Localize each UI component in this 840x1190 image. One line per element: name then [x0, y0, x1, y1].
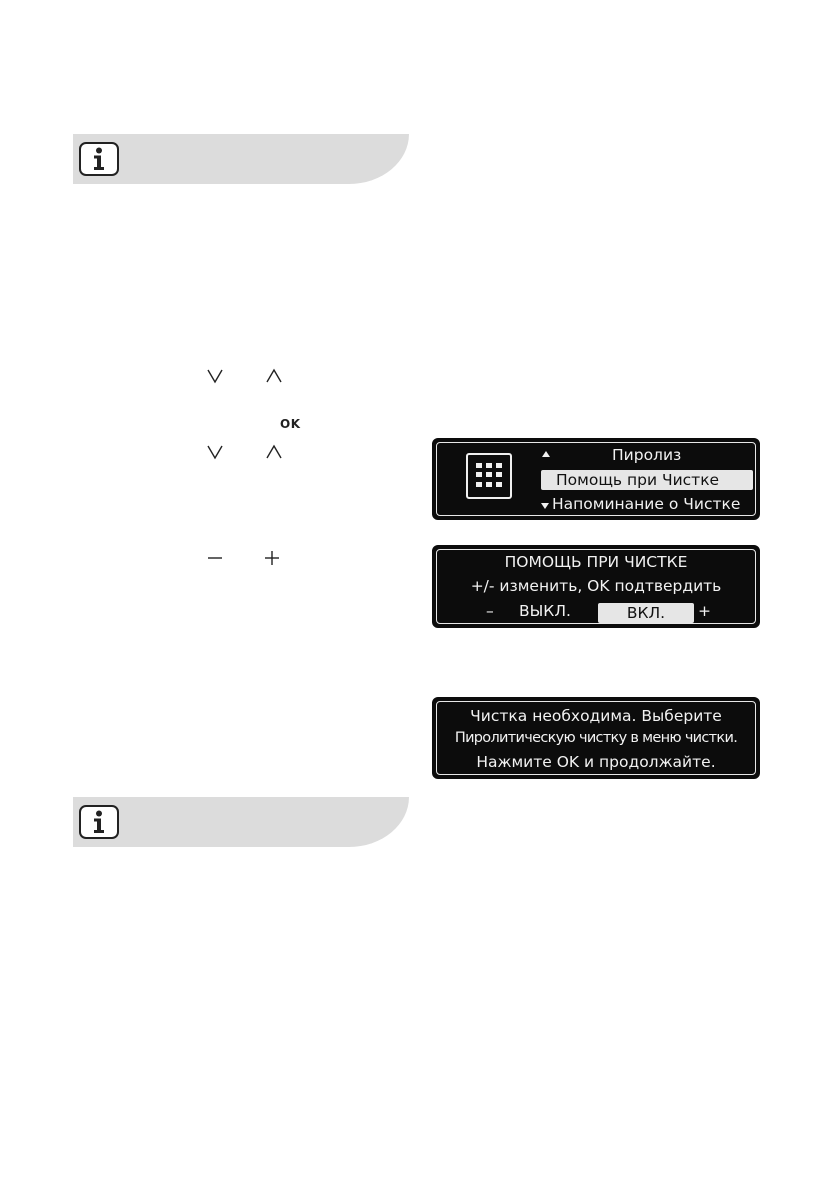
setting-on-option: ВКЛ. — [598, 603, 694, 623]
menu-item-cleaning-help: Помощь при Чистке — [541, 470, 753, 490]
chevron-up-icon — [265, 367, 283, 385]
setting-instruction: +/- изменить, OK подтвердить — [470, 577, 722, 595]
info-icon — [79, 805, 119, 839]
chevron-up-icon — [265, 443, 283, 461]
chevron-down-icon — [206, 443, 224, 461]
info-note-bar — [73, 797, 409, 847]
triangle-down-icon — [541, 503, 549, 509]
setting-plus: + — [698, 602, 711, 620]
setting-off-option: ВЫКЛ. — [519, 602, 571, 620]
chevron-down-icon — [206, 367, 224, 385]
setting-title: ПОМОЩЬ ПРИ ЧИСТКЕ — [504, 553, 688, 571]
grid-menu-icon — [466, 453, 512, 499]
menu-display — [432, 438, 760, 520]
minus-icon — [206, 550, 224, 566]
message-line-1: Чистка необходима. Выберите — [470, 707, 722, 725]
setting-display — [432, 545, 760, 628]
plus-icon — [263, 549, 281, 567]
message-line-3: Нажмите OK и продолжайте. — [476, 753, 716, 771]
info-note-bar — [73, 134, 409, 184]
message-display — [432, 697, 760, 779]
info-icon — [79, 142, 119, 176]
setting-minus: – — [486, 602, 494, 620]
ok-key-label: OK — [280, 417, 301, 431]
triangle-up-icon — [542, 451, 550, 457]
menu-item-pyrolysis: Пиролиз — [612, 446, 682, 464]
menu-item-cleaning-reminder: Напоминание о Чистке — [552, 495, 741, 513]
message-line-2: Пиролитическую чистку в меню чистки. — [454, 730, 738, 746]
